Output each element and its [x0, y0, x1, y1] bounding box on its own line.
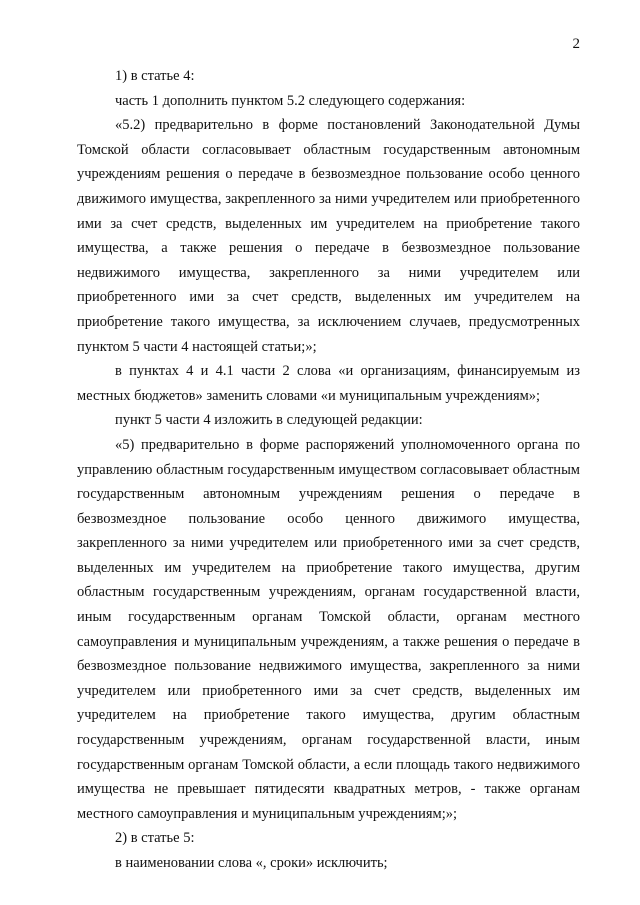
- paragraph-article-4-heading: 1) в статье 4:: [115, 68, 195, 84]
- paragraph-part-1-amendment: часть 1 дополнить пунктом 5.2 следующего содержания:: [115, 92, 466, 109]
- paragraph-article-5-heading: 2) в статье 5:: [115, 830, 195, 847]
- paragraph-item-5-part-4-intro: пункт 5 части 4 изложить в следующей редакции:: [115, 412, 423, 429]
- paragraph-item-5-text: «5) предварительно в форме распоряжений уполномоченного органа по управлению областным государственным имуществом согласовывает областным государственным автономным учреждениям решения о передаче в безвозмездное пользование особо ценного движимого имущества, закрепленного за ними учредителем или приобретенного ими за счет средств, выделенных им учредителем на приобретение такого имущества, другим областным государственным учреждениям, органам государственной власти, иным государственным органам Томской области, органам местного самоуправления и муниципальным учреждениям, а также решения о передаче в безвозмездное пользование недвижимого имущества, закрепленного за ними учредителем или приобретенного ими за счет средств, выделенных им учредителем на приобретение такого имущества, другим областным государственным учреждениям, органам государственной власти, иным государственным органам Томской области, а если площадь такого недвижимого имущества не превышает пятидесяти квадратных метров, - также органам местного самоуправления и муниципальным учреждениям;»;: [77, 436, 580, 822]
- page-number: 2: [572, 36, 580, 52]
- paragraph-items-4-and-4-1: в пунктах 4 и 4.1 части 2 слова «и организациям, финансируемым из местных бюджетов» заменить словами «и муниципальным учреждениям»;: [77, 363, 580, 404]
- paragraph-item-5-2: «5.2) предварительно в форме постановлений Законодательной Думы Томской области согласовывает областным государственным автономным учреждениям решения о передаче в безвозмездное пользование особо ценного движимого имущества, закрепленного за ними учредителем или приобретенного ими за счет средств, выделенных им учредителем на приобретение такого имущества, а также решения о передаче в безвозмездное пользование недвижимого имущества, закрепленного за ними учредителем или приобретенного ими за счет средств, выделенных им учредителем на приобретение такого имущества, за исключением случаев, предусмотренных пунктом 5 части 4 настоящей статьи;»;: [77, 117, 580, 355]
- document-body: [77, 64, 580, 876]
- paragraph-title-amendment: в наименовании слова «, сроки» исключить;: [115, 855, 388, 871]
